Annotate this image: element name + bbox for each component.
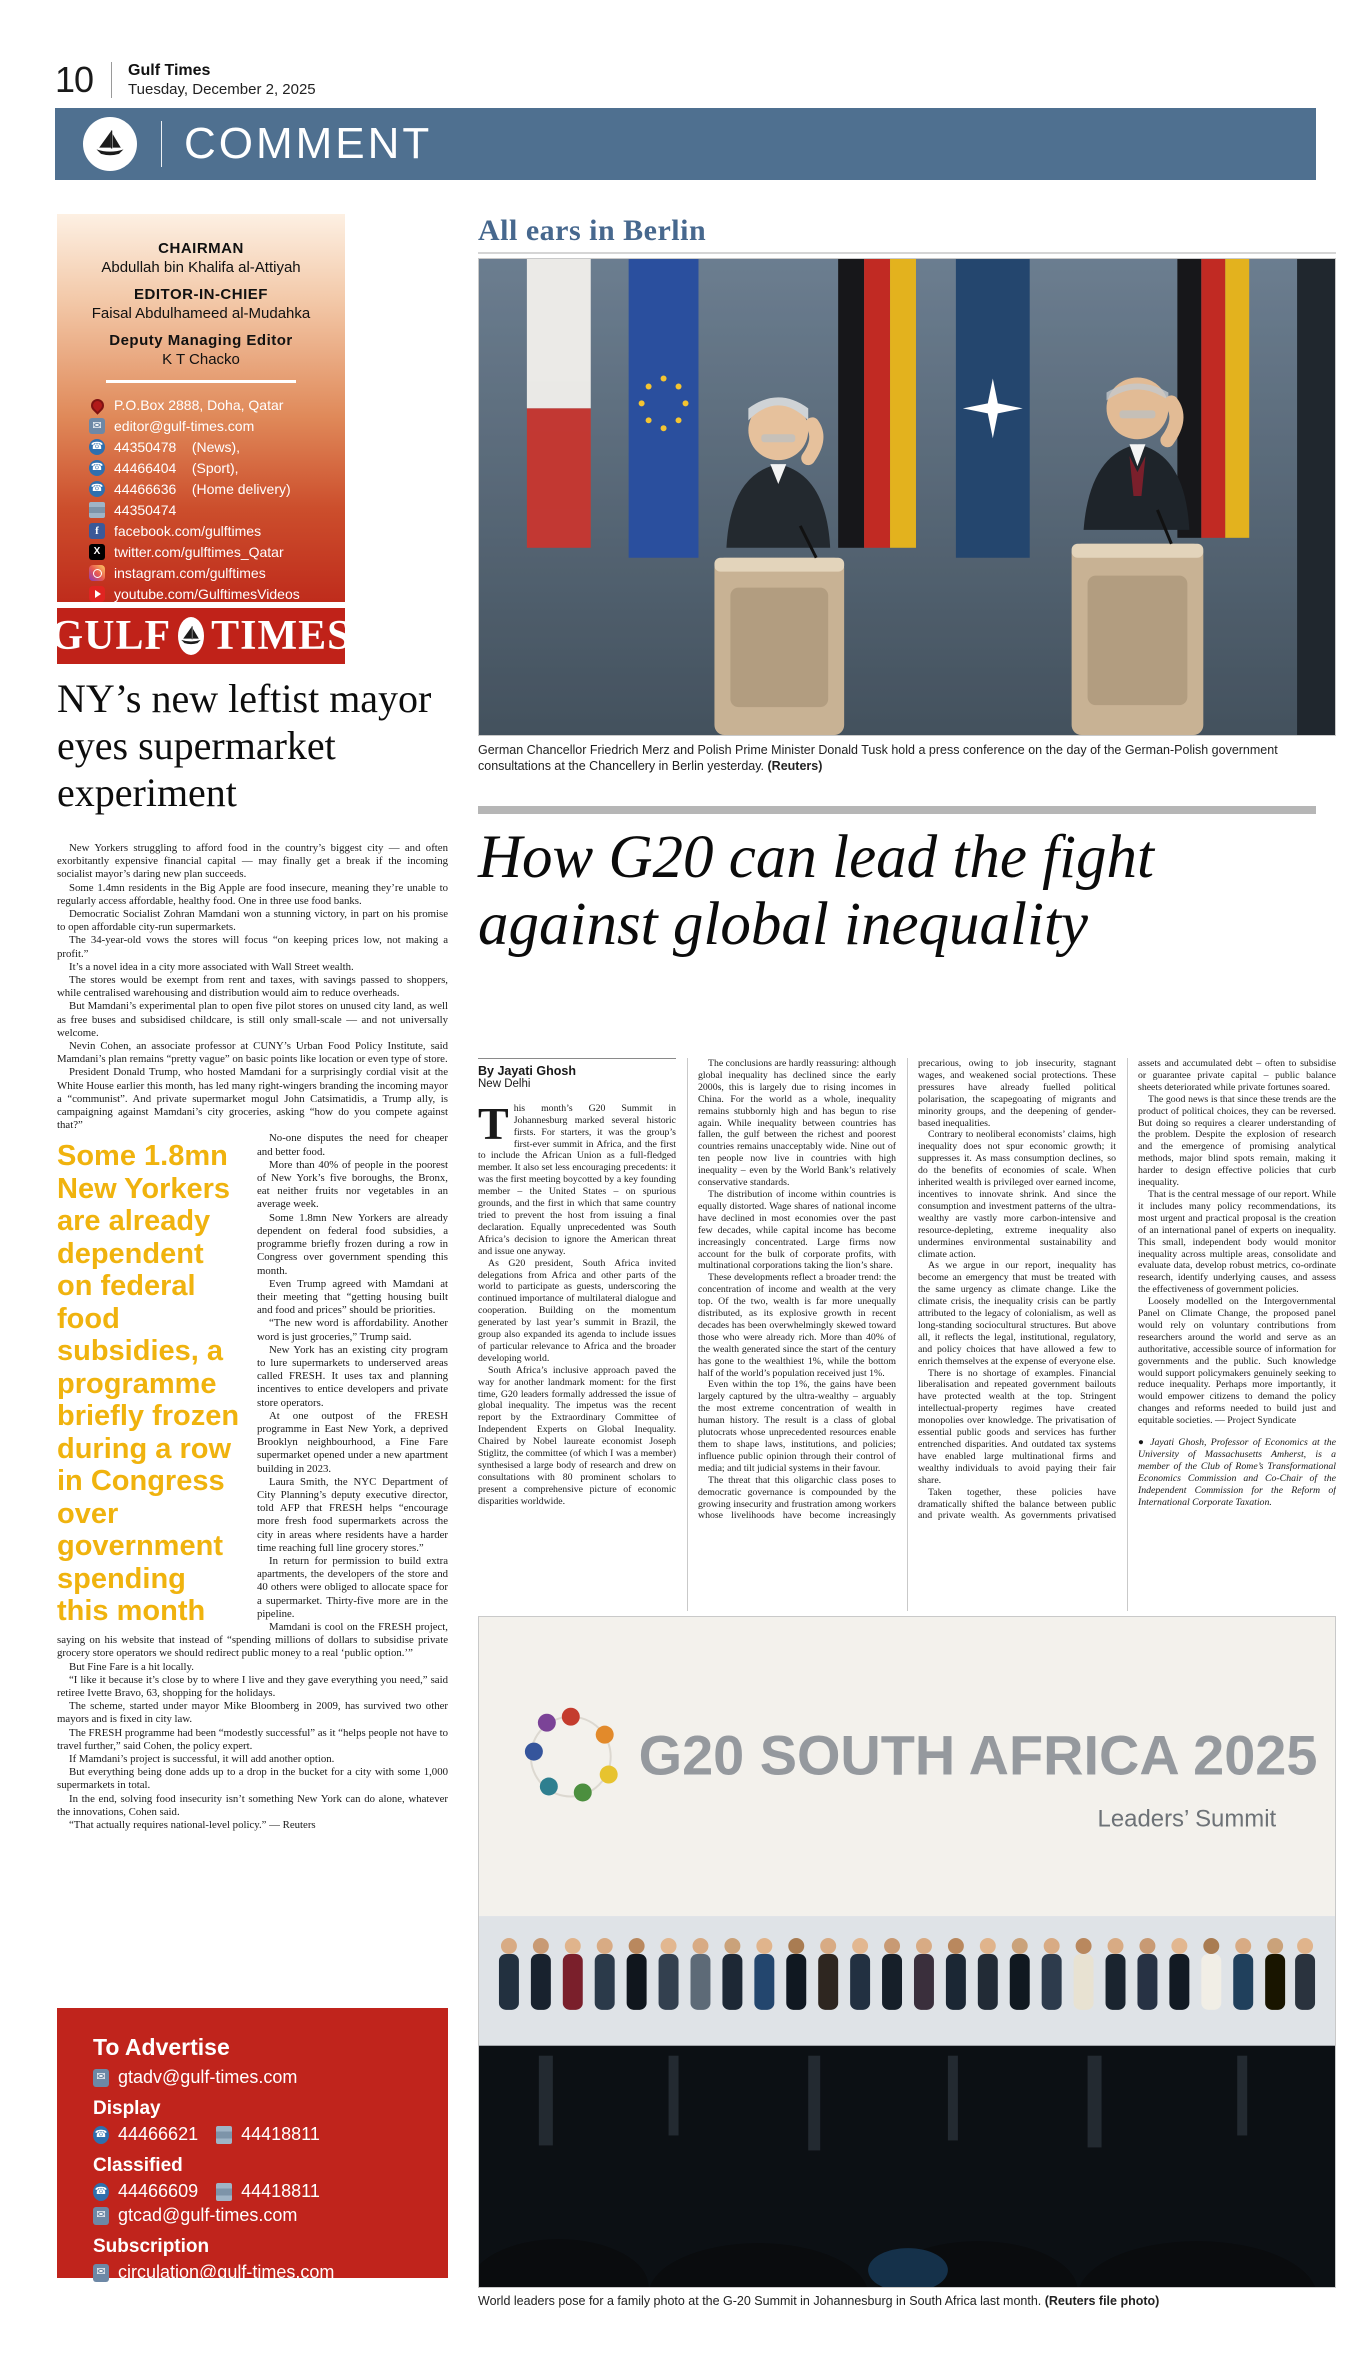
nato-flag bbox=[956, 259, 1030, 558]
paragraph: Some 1.8mn New Yorkers are already dependent on federal food subsidies, a programme briefly frozen during a row in Congress over government spending this month. bbox=[257, 1211, 448, 1277]
g20-logo-subtitle: Leaders’ Summit bbox=[1097, 1805, 1277, 1833]
header-divider bbox=[111, 62, 112, 98]
paragraph: But Mamdani’s experimental plan to open five pilot stores on unused city land, as well as free buses and subsidised childcare, is still only small-scale — and not universally welcome. bbox=[57, 1000, 448, 1039]
dhow-logo-icon bbox=[83, 117, 137, 171]
paragraph: Contrary to neoliberal economists’ claims, high inequality does not spur economic growth; it suppresses it. As mass consumption declines, so do the benefits of economies of scale. When inherited wealth is privileged over earned income, incentives to innovate shrink. And since the consumption and investment patterns of the ultra-wealthy are vastly more carbon-intensive and resource-depleting, extreme inequality also undermines environmental sustainability and climate action. bbox=[918, 1129, 1116, 1260]
paragraph: This month’s G20 Summit in Johannesburg marked several historic firsts. For starters, it was the group’s first-ever summit in Africa, and the first to include the African Union as a full-fledged member. It also set less encouraging precedents: it was the first meeting boycotted by a key founding member – the United States – on spurious grounds, and the first in which that same country tried to prevent the host from issuing a final declaration. Equally unprecedented was South Africa’s decision to ignore the American threat and issue one anyway. bbox=[478, 1097, 676, 1257]
chairman-label: CHAIRMAN bbox=[158, 240, 244, 257]
logo-dhow-icon bbox=[178, 617, 204, 655]
paragraph: The threat that this oligarchic class poses to democratic governance is compounded by the growing insecurity and frustration among workers whose livelihoods have become increasingly precarious, owing to job insecurity, stagnant wages, and weakened social protections. These pressures have already fuelled political polarisation, the scapegoating of migrants and minority groups, and the deepening of gender-based inequalities. bbox=[698, 1058, 1116, 1522]
paragraph: “That actually requires national-level policy.” — Reuters bbox=[69, 1819, 316, 1832]
press-conference-photo bbox=[478, 258, 1336, 736]
main-article-body bbox=[478, 1058, 1336, 1522]
phone-icon bbox=[89, 439, 105, 455]
paragraph: But Fine Fare is a hit locally. bbox=[69, 1660, 194, 1673]
contact-text: 44466404 (Sport), bbox=[114, 460, 239, 476]
photo-kicker: All ears in Berlin bbox=[478, 214, 707, 247]
editor-label: EDITOR-IN-CHIEF bbox=[134, 286, 268, 303]
classified-label: Classified bbox=[93, 2155, 183, 2176]
paragraph: Nevin Cohen, an associate professor at CUNY’s Urban Food Policy Institute, said Mamdani’s plan remains “pretty vague” on basic points like location or even type of store. bbox=[57, 1040, 448, 1066]
fax-icon bbox=[216, 2126, 232, 2144]
paragraph: As we argue in our report, inequality has become an emergency that must be treated with the same urgency as climate change. Like the climate crisis, the inequality crisis can be partly attributed to the legacy of colonialism, as well as long-standing sociocultural structures. But above all, it reflects the legal, institutional, regulatory, and policy choices that have allowed a few to enrich themselves at the expense of everyone else. bbox=[918, 1260, 1116, 1367]
email-icon bbox=[93, 2264, 109, 2282]
main-article-columns bbox=[478, 1058, 1336, 1611]
paragraph: South Africa’s inclusive approach paved the way for another landmark moment: for the first time, G20 leaders formally addressed the issue of global inequality. The impetus was the recent report by the Extraordinary Committee of Independent Experts on Global Inequality. Chaired by Nobel laureate economist Joseph Stiglitz, the committee (of which I was a member) synthesised a large body of research and drew on consultations with 80 prominent scholars to present a comprehensive picture of economic disparities worldwide. bbox=[478, 1364, 676, 1507]
contact-row bbox=[89, 544, 345, 560]
gulf-times-logo bbox=[50, 608, 352, 664]
pull-quote: Some 1.8mn New Yorkers are already dependent on federal food subsidies, a programme briefly frozen during a row in Congress over government spending this month bbox=[57, 1140, 240, 1628]
contact-text: 44350474 bbox=[114, 502, 177, 518]
paragraph: The scheme, started under mayor Mike Bloomberg in 2009, has survived two other mayors and is fixed in city law. bbox=[57, 1700, 448, 1726]
page-header bbox=[55, 56, 1316, 104]
logo-word-times: TIMES bbox=[211, 613, 352, 659]
contact-text: twitter.com/gulftimes_Qatar bbox=[114, 544, 284, 560]
paragraph: These developments reflect a broader trend: the concentration of income and wealth at the very top. Of the two, wealth is far more unequally distributed, as its explosive growth in recent decades has been overwhelmingly skewed toward those who were already rich. More than 40% of the wealth generated since the start of the century has gone to the wealthiest 1%, while the bottom half of the world’s population received just 1%. bbox=[698, 1272, 896, 1379]
paragraph: But everything being done adds up to a drop in the bucket for a city with some 1,000 supermarkets in total. bbox=[57, 1766, 448, 1792]
contact-text: 44466636 (Home delivery) bbox=[114, 481, 291, 497]
editor-name: Faisal Abdulhameed al-Mudahka bbox=[91, 305, 311, 322]
x-icon bbox=[89, 544, 105, 560]
g20-logo-text: G20 SOUTH AFRICA 2025 bbox=[638, 1723, 1318, 1787]
contact-row bbox=[89, 586, 345, 602]
kicker-rule bbox=[478, 252, 1336, 254]
paragraph: “I like it because it’s close by to where I live and they gave everything you need,” said retiree Ivette Bravo, 63, shopping for the holidays. bbox=[57, 1673, 448, 1699]
contact-text: facebook.com/gulftimes bbox=[114, 523, 262, 539]
paragraph: More than 40% of people in the poorest of New York’s five boroughs, the Bronx, eat neither fruits nor vegetables in an average week. bbox=[257, 1158, 448, 1211]
phone-icon bbox=[89, 460, 105, 476]
chairman-name: Abdullah bin Khalifa al-Attiyah bbox=[101, 259, 301, 276]
paragraph: ● Jayati Ghosh, Professor of Economics at the University of Massachusetts Amherst, is a member of the Club of Rome’s Transformational Economics Commission and Co-Chair of the Independent Commission for the Reform of International Corporate Taxation. bbox=[1138, 1437, 1336, 1508]
byline-dateline: New Delhi bbox=[478, 1077, 531, 1090]
facebook-icon bbox=[89, 523, 105, 539]
advertise-title: To Advertise bbox=[93, 2034, 230, 2060]
phone-icon bbox=[89, 481, 105, 497]
main-headline: How G20 can lead the fight against global inequality bbox=[478, 824, 1155, 959]
paper-date: Tuesday, December 2, 2025 bbox=[128, 80, 316, 98]
byline-author: By Jayati Ghosh bbox=[478, 1064, 576, 1078]
contact-row bbox=[89, 460, 345, 476]
paper-name: Gulf Times bbox=[128, 62, 211, 80]
masthead-rule bbox=[106, 380, 296, 383]
section-band bbox=[55, 108, 1316, 180]
location-icon bbox=[89, 397, 105, 413]
contact-text: 44350478 (News), bbox=[114, 439, 241, 455]
contact-row bbox=[89, 397, 345, 413]
paragraph: Laura Smith, the NYC Department of City Planning’s deputy executive director, told AFP that FRESH helps “encourage more fresh food supermarkets across the city in areas where residents have a harder time reaching full line grocery stores.” bbox=[257, 1475, 448, 1554]
paragraph: In the end, solving food insecurity isn’t something New York can do alone, whatever the innovations, Cohen said. bbox=[57, 1792, 448, 1818]
paragraph: New Yorkers struggling to afford food in the country’s biggest city — and often exorbitantly expensive financial capital — may finally get a break if the incoming socialist mayor’s daring new plan succeeds. bbox=[57, 842, 448, 881]
paragraph: “The new word is affordability. Another word is just groceries,” Trump said. bbox=[257, 1317, 448, 1343]
caption-credit: (Reuters) bbox=[767, 759, 823, 774]
masthead-box bbox=[57, 214, 345, 602]
paragraph: There is no shortage of examples. Financial liberalisation and repeated government bailouts have protected wealth at the top. Stringent intellectual-property regimes have created monopolies over knowledge. The privatisation of essential public goods and services has further entrenched disparities. And outdated tax systems have enabled large multinational firms and wealthy individuals to avoid paying their fair share. bbox=[918, 1367, 1116, 1486]
paragraph: Democratic Socialist Zohran Mamdani won a stunning victory, in part on his promise to open affordable city-run supermarkets. bbox=[57, 908, 448, 934]
paragraph: It’s a novel idea in a city more associated with Wall Street wealth. bbox=[69, 960, 354, 973]
eu-flag bbox=[629, 259, 699, 558]
fax-icon bbox=[216, 2183, 232, 2201]
paragraph: The good news is that since these trends are the product of political choices, they can be reversed. But doing so requires a clearer understanding of the problem. Despite the explosion of research and the emergence of promising analytical methods, major blind spots remain, making it harder to design effective policies that curb inequality. bbox=[1138, 1093, 1336, 1189]
classified-fax: 44418811 bbox=[241, 2181, 320, 2201]
classified-phone: 44466609 bbox=[118, 2181, 199, 2201]
contact-list bbox=[57, 397, 345, 602]
caption-text: World leaders pose for a family photo at the G-20 Summit in Johannesburg in South Africa last month. bbox=[478, 2294, 1045, 2308]
podium-right bbox=[1072, 544, 1204, 735]
email-icon bbox=[89, 418, 105, 434]
classified-email: gtcad@gulf-times.com bbox=[118, 2205, 298, 2225]
press-photo-caption bbox=[478, 742, 1336, 775]
contact-row bbox=[89, 523, 345, 539]
display-label: Display bbox=[93, 2098, 161, 2119]
paragraph: No-one disputes the need for cheaper and better food. bbox=[257, 1132, 448, 1158]
paragraph: At one outpost of the FRESH programme in East New York, a deprived Brooklyn neighbourhood, a Fine Fare supermarket opened under a new apartment building in 2023. bbox=[257, 1409, 448, 1475]
caption-text: German Chancellor Friedrich Merz and Polish Prime Minister Donald Tusk hold a press conference on the day of the German-Polish government consultations at the Chancellery in Berlin yesterday. bbox=[478, 743, 1278, 774]
paragraph: That is the central message of our report. While it includes many policy recommendations, its most urgent and practical proposal is the creation of an international panel of experts on inequality. This small, independent body would monitor inequality across multiple areas, consolidate and evaluate data, develop robust metrics, co-ordinate research, identify underlying causes, and assess the effectiveness of government policies. bbox=[1138, 1188, 1336, 1296]
paragraph: Some 1.4mn residents in the Big Apple are food insecure, meaning they’re unable to regularly access affordable, healthy food. One in three use food banks. bbox=[57, 881, 448, 907]
dhow-boat-icon bbox=[92, 126, 128, 162]
deputy-editor-label: Deputy Managing Editor bbox=[109, 332, 293, 349]
caption-credit: (Reuters file photo) bbox=[1044, 2294, 1160, 2308]
contact-row bbox=[89, 481, 345, 497]
subscription-email: circulation@gulf-times.com bbox=[118, 2262, 335, 2282]
g20-family-photo bbox=[478, 1616, 1336, 2288]
advertise-email: gtadv@gulf-times.com bbox=[118, 2067, 298, 2087]
band-divider bbox=[161, 121, 162, 167]
advertise-box bbox=[57, 2008, 448, 2322]
paragraph: The FRESH programme had been “modestly successful” as it “helps people not have to travel further,” said Cohen, the policy expert. bbox=[57, 1726, 448, 1752]
email-icon bbox=[93, 2069, 109, 2087]
german-flag bbox=[838, 259, 916, 548]
paragraph: The distribution of income within countries is equally distorted. Wage shares of national income have declined in most economies over the past few decades, while capital income has become increasingly concentrated. Large firms now account for the bulk of corporate profits, with multinational corporations taking the lion’s share. bbox=[698, 1188, 896, 1272]
paragraph: Even Trump agreed with Mamdani at their meeting that “getting housing built and food and prices” should be priorities. bbox=[257, 1277, 448, 1317]
instagram-icon bbox=[89, 565, 105, 581]
page-number: 10 bbox=[55, 59, 94, 100]
byline-block bbox=[478, 1058, 676, 1091]
contact-text: P.O.Box 2888, Doha, Qatar bbox=[114, 397, 284, 413]
paragraph: President Donald Trump, who hosted Mamdani for a surprisingly cordial visit at the White House earlier this month, has led many right-wingers branding the incoming mayor a “communist”. And private supermarket mogul John Catsimatidis, a Trump ally, is campaigning against Mamdani’s city groceries, asking “how do you compete against that?” bbox=[57, 1066, 448, 1132]
paragraph: Taken together, these policies have dramatically shifted the balance between public and private wealth. As governments privatised assets and accumulated debt – often to subsidise or guarantee private capital – public balance sheets deteriorated while private fortunes soared. bbox=[918, 1058, 1336, 1522]
paragraph: The conclusions are hardly reassuring: although global inequality has declined since the early 2000s, this is largely due to rising incomes in China. For the world as a whole, inequality remains stubbornly high and has begun to rise again. While inequality between countries has fallen, the gulf between the richest and poorest countries remains unacceptably wide. Nine out of ten people now live in countries with high inequality – even by the World Bank’s relatively conservative standards. bbox=[698, 1058, 896, 1189]
contact-text: instagram.com/gulftimes bbox=[114, 565, 266, 581]
paragraph: Even within the top 1%, the gains have been largely captured by the ultra-wealthy – arguably the most extreme concentration of wealth in human history. The result is a class of global plutocrats whose unprecedented resources enable them to shape laws, institutions, and policies; influence public opinion through their control of media; and tilt judicial systems in their favour. bbox=[698, 1379, 896, 1474]
paragraph: If Mamdani’s project is successful, it will add another option. bbox=[69, 1753, 335, 1766]
contact-row bbox=[89, 418, 345, 434]
youtube-icon bbox=[89, 586, 105, 602]
left-article-headline: NY’s new leftist mayor eyes supermarket experiment bbox=[57, 676, 432, 815]
display-phone: 44466621 bbox=[118, 2124, 199, 2144]
paragraph: The 34-year-old vows the stores will focus “on keeping prices low, not making a profit.” bbox=[57, 934, 448, 960]
left-article-part-a bbox=[57, 842, 448, 1132]
email-icon bbox=[93, 2207, 109, 2225]
phone-icon bbox=[93, 2183, 109, 2201]
phone-icon bbox=[93, 2126, 109, 2144]
contact-text: editor@gulf-times.com bbox=[114, 418, 255, 434]
g20-photo-caption bbox=[478, 2294, 1336, 2308]
paragraph: The stores would be exempt from rent and taxes, with savings passed to shoppers, while centralised warehousing and distribution would aim to reduce overheads. bbox=[57, 974, 448, 1000]
podium-left bbox=[714, 558, 844, 735]
paragraph: Mamdani is cool on the FRESH project, saying on his website that instead of “spending millions of dollars to subsidise private grocery store operators we should redirect public money to a real ‘public option.’” bbox=[57, 1620, 448, 1660]
paragraph: In return for permission to build extra apartments, the developers of the store and 40 others were obliged to allocate space for a supermarket. Thirty-five more are in the pipeline. bbox=[257, 1554, 448, 1620]
copyright-line: © 2025 Gulf Times. All rights reserved bbox=[93, 2301, 413, 2322]
subscription-label: Subscription bbox=[93, 2236, 210, 2257]
contact-row bbox=[89, 502, 345, 518]
paragraph: New York has an existing city program to lure supermarkets to underserved areas called FRESH. It uses tax and planning incentives to entice developers and private store operators. bbox=[257, 1343, 448, 1409]
headline-rule bbox=[478, 806, 1316, 814]
paragraph: Loosely modelled on the Intergovernmental Panel on Climate Change, the proposed panel would rely on voluntary contributions from researchers around the world and serve as an authoritative, accessible source of information for governments and the public. Such knowledge would support policymakers genuinely seeking to reduce inequality. Perhaps more importantly, it would empower citizens to demand the policy changes and reforms needed to build just and equitable societies. — Project Syndicate bbox=[1138, 1296, 1336, 1427]
deputy-editor-name: K T Chacko bbox=[162, 351, 240, 368]
german-flag-right bbox=[1177, 259, 1249, 538]
section-title: COMMENT bbox=[184, 119, 433, 168]
display-fax: 44418811 bbox=[241, 2124, 320, 2144]
fax-icon bbox=[89, 502, 105, 518]
contact-text: youtube.com/GulftimesVideos bbox=[114, 586, 300, 602]
contact-row bbox=[89, 565, 345, 581]
logo-word-gulf: GULF bbox=[50, 613, 172, 659]
polish-flag bbox=[527, 259, 591, 548]
paragraph: As G20 president, South Africa invited delegations from Africa and other parts of the world to participate as guests, underscoring the continued importance of multilateral dialogue and cooperation. Building on the momentum generated by last year’s summit in Brazil, the group also expanded its agenda to include issues of particular relevance to Africa and the broader developing world. bbox=[478, 1257, 676, 1364]
left-article-body bbox=[57, 842, 448, 2002]
contact-row bbox=[89, 439, 345, 455]
